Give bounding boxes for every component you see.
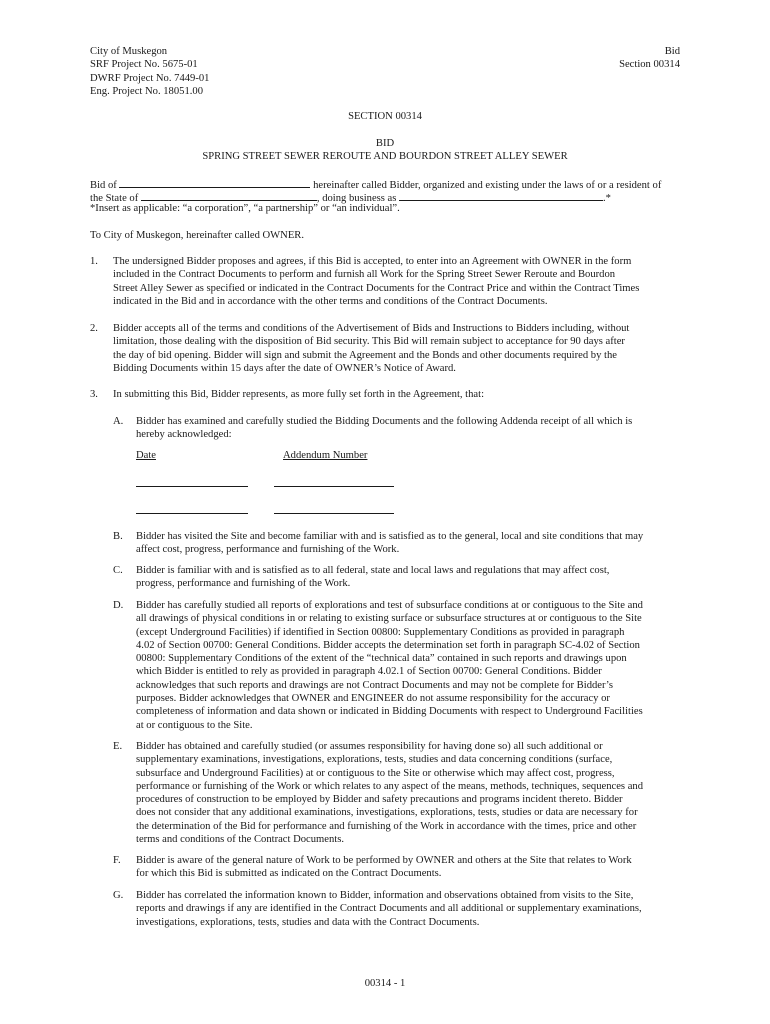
sub-item-line: Bidder is aware of the general nature of Work to be performed by OWNER and others at the Site that relates to Work xyxy=(136,855,632,866)
sub-item-e xyxy=(113,740,690,846)
header-doc-type: Bid xyxy=(664,46,680,57)
sub-item-g xyxy=(113,889,690,929)
sub-item-line: for which this Bid is submitted as indicated on the Contract Documents. xyxy=(136,868,442,880)
paragraph-line: the day of bid opening. Bidder will sign and submit the Agreement and the Bonds and other documents required by the xyxy=(113,349,617,361)
sub-item-letter: E. xyxy=(113,741,123,752)
sub-item-line: performance or furnishing of the Work or which relates to any aspect of the means, methods, techniques, sequences and xyxy=(136,780,643,792)
paragraph-3 xyxy=(90,388,690,401)
paragraph-line: indicated in the Bid and in accordance with the other terms and conditions of the Contract Documents. xyxy=(113,295,548,307)
sub-item-line: reports and drawings if any are identified in the Contract Documents and all additional or supplementary examinations, xyxy=(136,903,642,915)
header-city: City of Muskegon xyxy=(90,46,168,57)
sub-item-line: affect cost, progress, performance and furnishing of the Work. xyxy=(136,544,400,556)
sub-item-line: procedures of construction to be employed by Bidder and safety precautions and programs incident thereto. Bidder xyxy=(136,794,623,806)
insert-note: *Insert as applicable: “a corporation”, “a partnership” or “an individual”. xyxy=(90,203,400,214)
header-right xyxy=(619,45,680,72)
sub-item-line: (except Underground Facilities) if identified in Section 00800: Supplementary Conditions as provided in paragraph xyxy=(136,626,625,638)
paragraph-1 xyxy=(90,255,690,308)
paragraph-2 xyxy=(90,322,690,375)
paragraph-line: limitation, those dealing with the disposition of Bid security. This Bid will remain subject to acceptance for 90 days after xyxy=(113,336,625,348)
sub-item-line: Bidder has examined and carefully studied the Bidding Documents and the following Addenda receipt of all which is xyxy=(136,416,633,427)
sub-item-line: 4.02 of Section 00700: General Conditions. Bidder accepts the determination set forth in paragraph SC-4.02 of Section xyxy=(136,639,640,651)
header-srf-project: SRF Project No. 5675-01 xyxy=(90,59,198,71)
addenda-date-header: Date xyxy=(136,450,156,461)
sub-item-line: the determination of the Bid for performance and furnishing of the Work in accordance with the times, price and other xyxy=(136,820,637,832)
paragraph-line: In submitting this Bid, Bidder represents, as more fully set forth in the Agreement, that: xyxy=(113,389,485,400)
sub-item-d xyxy=(113,599,690,732)
project-title: SPRING STREET SEWER REROUTE AND BOURDON STREET ALLEY SEWER xyxy=(202,151,568,162)
doing-business-label: , doing business as xyxy=(316,193,397,204)
bidder-name-blank[interactable] xyxy=(119,176,310,188)
sub-item-line: does not consider that any additional examinations, investigations, explorations, tests, studies or data are necessary for xyxy=(136,807,638,819)
sub-item-a xyxy=(113,415,690,442)
sub-item-line: hereby acknowledged: xyxy=(136,429,232,441)
sub-item-line: Bidder has correlated the information known to Bidder, information and observations obtained from visits to the Site, xyxy=(136,890,634,901)
state-of-suffix: .* xyxy=(603,193,611,204)
doing-business-blank[interactable] xyxy=(399,189,603,201)
sub-item-letter: D. xyxy=(113,600,124,611)
sub-item-line: investigations, explorations, tests, studies and data with the Contract Documents. xyxy=(136,916,480,928)
sub-item-f xyxy=(113,854,690,881)
addenda-number-blank[interactable] xyxy=(274,485,394,487)
bid-of-label: Bid of xyxy=(90,180,117,191)
sub-item-b xyxy=(113,530,690,557)
to-owner-line: To City of Muskegon, hereinafter called OWNER. xyxy=(90,230,305,241)
paragraph-number: 3. xyxy=(90,389,98,400)
paragraph-line: Bidder accepts all of the terms and conditions of the Advertisement of Bids and Instructions to Bidders including, without xyxy=(113,323,630,334)
sub-item-line: Bidder has visited the Site and become familiar with and is satisfied as to the general, local and site conditions that may xyxy=(136,531,644,542)
paragraph-number: 2. xyxy=(90,323,98,334)
sub-item-line: purposes. Bidder acknowledges that OWNER and ENGINEER do not assume responsibility for the accuracy or xyxy=(136,693,610,705)
paragraph-line: included in the Contract Documents to perform and furnish all Work for the Spring Street Sewer Reroute and Bourdon xyxy=(113,269,616,281)
header-left xyxy=(90,45,209,98)
sub-item-letter: B. xyxy=(113,531,123,542)
sub-item-line: Bidder is familiar with and is satisfied as to all federal, state and local laws and regulations that may affect cost, xyxy=(136,565,610,576)
addenda-date-blank[interactable] xyxy=(136,512,248,514)
addenda-number-blank[interactable] xyxy=(274,512,394,514)
sub-item-line: Bidder has carefully studied all reports of explorations and test of subsurface conditions at or contiguous to the Site and xyxy=(136,600,643,611)
paragraph-line: Bidding Documents within 15 days after the date of OWNER’s Notice of Award. xyxy=(113,362,456,374)
sub-item-line: all drawings of physical conditions in or relating to existing surface or subsurface structures at or contiguous to the Site xyxy=(136,613,642,625)
sub-item-c xyxy=(113,564,690,591)
sub-item-line: which Bidder is entitled to rely as provided in paragraph 4.02.1 of Section 00700: General Conditions. Bidder xyxy=(136,666,602,678)
state-blank[interactable] xyxy=(141,189,317,201)
sub-item-line: subsurface and Underground Facilities) at or contiguous to the Site or otherwise which may affect cost, progress, xyxy=(136,767,615,779)
state-of-label: the State of xyxy=(90,193,139,204)
sub-item-letter: G. xyxy=(113,890,124,901)
sub-item-line: supplementary examinations, investigations, explorations, tests, studies and data concerning conditions (surface, xyxy=(136,754,613,766)
sub-item-line: at or contiguous to the Site. xyxy=(136,719,253,731)
section-title: SECTION 00314 xyxy=(348,111,422,122)
sub-item-line: progress, performance and furnishing of the Work. xyxy=(136,578,351,590)
sub-item-line: 00800: Supplementary Conditions of the extent of the “technical data” contained in such reports and drawings upon xyxy=(136,653,627,665)
paragraph-line: Street Alley Sewer as specified or indicated in the Contract Documents for the Contract Price and within the Contract Times xyxy=(113,282,640,294)
bid-of-text: hereinafter called Bidder, organized and existing under the laws of or a resident of xyxy=(313,180,662,191)
sub-item-line: acknowledges that such reports and drawings are not Contract Documents and may not be complete for Bidder’s xyxy=(136,679,613,691)
sub-item-line: completeness of information and data shown or indicated in Bidding Documents with respect to Underground Facilities xyxy=(136,706,643,718)
sub-item-letter: F. xyxy=(113,855,121,866)
paragraph-number: 1. xyxy=(90,256,98,267)
sub-item-letter: C. xyxy=(113,565,123,576)
header-eng-project: Eng. Project No. 18051.00 xyxy=(90,85,203,97)
sub-item-line: Bidder has obtained and carefully studied (or assumes responsibility for having done so) all such additional or xyxy=(136,741,603,752)
page-footer: 00314 - 1 xyxy=(364,978,406,989)
addenda-number-header: Addendum Number xyxy=(283,450,368,461)
addenda-date-blank[interactable] xyxy=(136,485,248,487)
sub-item-letter: A. xyxy=(113,416,124,427)
header-dwrf-project: DWRF Project No. 7449-01 xyxy=(90,72,210,84)
header-section: Section 00314 xyxy=(619,59,680,71)
sub-item-line: terms and conditions of the Contract Documents. xyxy=(136,834,345,846)
paragraph-line: The undersigned Bidder proposes and agrees, if this Bid is accepted, to enter into an Agreement with OWNER in the form xyxy=(113,256,632,267)
doc-title: BID xyxy=(375,138,395,149)
